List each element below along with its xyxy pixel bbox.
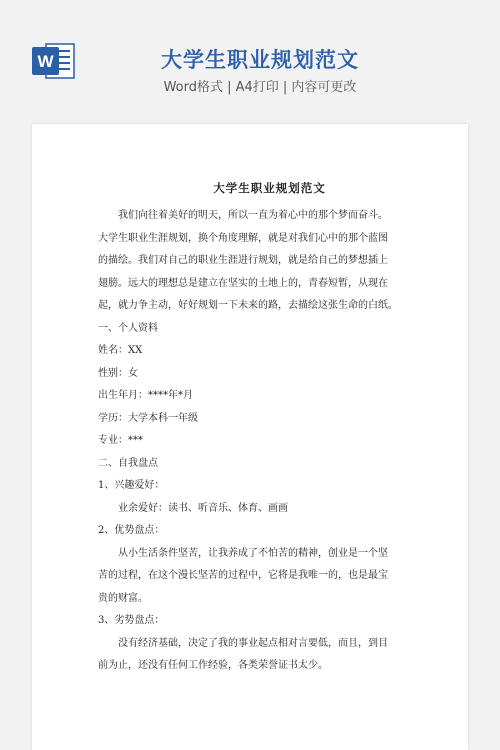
page-title: 大学生职业规划范文 (161, 48, 359, 72)
info-major: 专业：*** (98, 435, 143, 446)
intro-line: 的描绘。我们对自己的职业生涯进行规划，就是给自己的梦想插上 (98, 255, 388, 266)
header (0, 0, 500, 120)
page-subtitle: Word格式 | A4打印 | 内容可更改 (163, 80, 357, 95)
subsection-heading: 1、兴趣爱好： (98, 480, 165, 491)
info-name: 姓名：XX (98, 345, 143, 356)
subsection-heading: 3、劣势盘点： (98, 615, 165, 626)
info-education: 学历：大学本科一年级 (98, 412, 198, 424)
subsection-heading: 2、优势盘点： (98, 525, 165, 536)
advantage-line: 贵的财富。 (98, 592, 148, 604)
info-birth: 出生年月：****年*月 (98, 390, 193, 401)
document-title: 大学生职业规划范文 (213, 181, 326, 195)
disadvantage-line: 没有经济基础，决定了我的事业起点相对言要低，而且，到目 (118, 637, 388, 649)
section-heading: 二、自我盘点 (98, 457, 158, 469)
intro-line: 大学生职业生涯规划，换个角度理解，就是对我们心中的那个蓝图 (98, 232, 388, 244)
intro-line: 我们向往着美好的明天，所以一直为着心中的那个梦而奋斗。 (118, 210, 388, 221)
disadvantage-line: 前为止，还没有任何工作经验，各类荣誉证书太少。 (98, 660, 328, 671)
intro-line: 起，就力争主动，好好规划一下未来的路，去描绘这张生命的白纸。 (98, 300, 398, 311)
intro-line: 翅膀。远大的理想总是建立在坚实的土地上的，青春短暂，从现在 (98, 277, 388, 289)
hobby-text: 业余爱好：读书、听音乐、体育、画画 (118, 502, 288, 514)
svg-text:W: W (37, 52, 54, 71)
info-gender: 性别：女 (98, 367, 138, 379)
document-page (32, 124, 468, 750)
document-body (98, 180, 441, 678)
advantage-line: 苦的过程，在这个漫长坚苦的过程中，它将是我唯一的，也是最宝 (98, 570, 388, 581)
section-heading: 一、个人资料 (98, 322, 158, 334)
advantage-line: 从小生活条件坚苦，让我养成了不怕苦的精神，创业是一个坚 (118, 547, 388, 559)
